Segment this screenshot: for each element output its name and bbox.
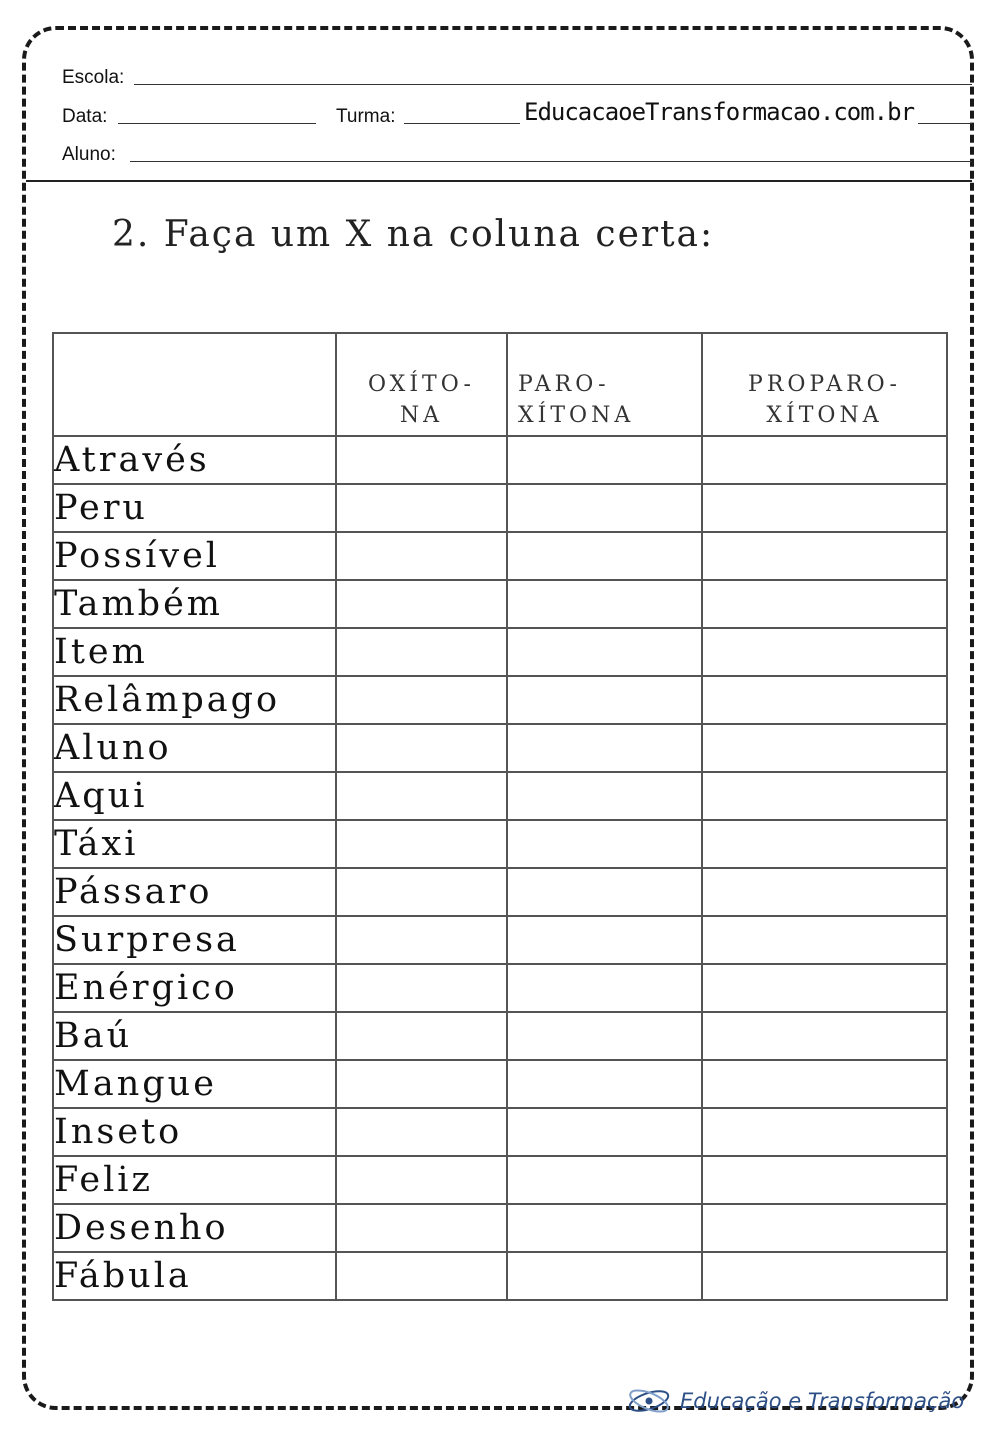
word-cell: Possível bbox=[53, 532, 336, 580]
answer-cell-oxitona[interactable] bbox=[336, 676, 507, 724]
answer-cell-paroxitona[interactable] bbox=[507, 868, 702, 916]
answer-cell-paroxitona[interactable] bbox=[507, 772, 702, 820]
word-cell: Feliz bbox=[53, 1156, 336, 1204]
header-line-2: XÍTONA bbox=[766, 403, 883, 428]
class-label: Turma: bbox=[336, 106, 396, 127]
answer-cell-proparoxitona[interactable] bbox=[702, 1012, 947, 1060]
answer-cell-proparoxitona[interactable] bbox=[702, 868, 947, 916]
school-field[interactable] bbox=[134, 84, 972, 85]
answer-cell-proparoxitona[interactable] bbox=[702, 916, 947, 964]
table-row bbox=[53, 772, 947, 820]
header-line-2: XÍTONA bbox=[518, 403, 635, 428]
student-label: Aluno: bbox=[62, 144, 116, 165]
answer-cell-paroxitona[interactable] bbox=[507, 916, 702, 964]
word-cell: Enérgico bbox=[53, 964, 336, 1012]
answer-cell-oxitona[interactable] bbox=[336, 580, 507, 628]
table-row bbox=[53, 1204, 947, 1252]
column-header-proparoxitona bbox=[702, 333, 947, 436]
answer-cell-proparoxitona[interactable] bbox=[702, 1252, 947, 1300]
header-line-1: OXÍTO- bbox=[368, 372, 475, 397]
table-row bbox=[53, 676, 947, 724]
answer-cell-proparoxitona[interactable] bbox=[702, 676, 947, 724]
answer-cell-paroxitona[interactable] bbox=[507, 724, 702, 772]
table-row bbox=[53, 484, 947, 532]
answer-cell-oxitona[interactable] bbox=[336, 628, 507, 676]
atom-orbit-icon bbox=[626, 1386, 672, 1416]
logo-text: Educação e Transformação bbox=[680, 1389, 965, 1413]
answer-cell-proparoxitona[interactable] bbox=[702, 484, 947, 532]
table-row bbox=[53, 916, 947, 964]
answer-cell-oxitona[interactable] bbox=[336, 868, 507, 916]
word-cell: Item bbox=[53, 628, 336, 676]
column-header-oxitona bbox=[336, 333, 507, 436]
header-line-2: NA bbox=[399, 403, 444, 428]
word-cell: Desenho bbox=[53, 1204, 336, 1252]
empty-header-cell bbox=[53, 333, 336, 436]
answer-cell-oxitona[interactable] bbox=[336, 1060, 507, 1108]
table-row bbox=[53, 628, 947, 676]
answer-cell-paroxitona[interactable] bbox=[507, 676, 702, 724]
answer-cell-proparoxitona[interactable] bbox=[702, 580, 947, 628]
answer-cell-paroxitona[interactable] bbox=[507, 532, 702, 580]
answer-cell-proparoxitona[interactable] bbox=[702, 1156, 947, 1204]
answer-cell-paroxitona[interactable] bbox=[507, 1204, 702, 1252]
word-cell: Inseto bbox=[53, 1108, 336, 1156]
answer-cell-proparoxitona[interactable] bbox=[702, 1060, 947, 1108]
header-line-1: PARO- bbox=[518, 372, 610, 397]
answer-cell-paroxitona[interactable] bbox=[507, 964, 702, 1012]
answer-cell-oxitona[interactable] bbox=[336, 1252, 507, 1300]
student-field[interactable] bbox=[130, 161, 972, 162]
table-row bbox=[53, 1252, 947, 1300]
answer-cell-paroxitona[interactable] bbox=[507, 1060, 702, 1108]
answer-cell-proparoxitona[interactable] bbox=[702, 724, 947, 772]
word-cell: Aqui bbox=[53, 772, 336, 820]
answer-cell-oxitona[interactable] bbox=[336, 1204, 507, 1252]
word-cell: Aluno bbox=[53, 724, 336, 772]
answer-cell-paroxitona[interactable] bbox=[507, 1012, 702, 1060]
column-header-paroxitona bbox=[507, 333, 702, 436]
word-cell: Também bbox=[53, 580, 336, 628]
answer-cell-oxitona[interactable] bbox=[336, 484, 507, 532]
answer-cell-proparoxitona[interactable] bbox=[702, 436, 947, 484]
word-cell: Pássaro bbox=[53, 868, 336, 916]
answer-cell-oxitona[interactable] bbox=[336, 532, 507, 580]
table-row bbox=[53, 1012, 947, 1060]
website-text: EducacaoeTransformacao.com.br bbox=[520, 98, 918, 126]
word-cell: Fábula bbox=[53, 1252, 336, 1300]
date-label: Data: bbox=[62, 106, 108, 127]
word-cell: Peru bbox=[53, 484, 336, 532]
school-label: Escola: bbox=[62, 67, 125, 88]
answer-cell-oxitona[interactable] bbox=[336, 1012, 507, 1060]
table-row bbox=[53, 1108, 947, 1156]
answer-cell-proparoxitona[interactable] bbox=[702, 964, 947, 1012]
date-field[interactable] bbox=[118, 123, 316, 124]
answer-cell-proparoxitona[interactable] bbox=[702, 820, 947, 868]
table-row bbox=[53, 1060, 947, 1108]
brand-logo bbox=[626, 1386, 964, 1416]
answer-cell-proparoxitona[interactable] bbox=[702, 1204, 947, 1252]
word-cell: Baú bbox=[53, 1012, 336, 1060]
answer-cell-oxitona[interactable] bbox=[336, 820, 507, 868]
answer-cell-oxitona[interactable] bbox=[336, 916, 507, 964]
answer-cell-oxitona[interactable] bbox=[336, 964, 507, 1012]
answer-cell-paroxitona[interactable] bbox=[507, 1156, 702, 1204]
table-header-row bbox=[53, 333, 947, 436]
word-cell: Através bbox=[53, 436, 336, 484]
table-row bbox=[53, 724, 947, 772]
answer-cell-paroxitona[interactable] bbox=[507, 1252, 702, 1300]
table-row bbox=[53, 436, 947, 484]
table-row bbox=[53, 1156, 947, 1204]
table-row bbox=[53, 868, 947, 916]
answer-cell-paroxitona[interactable] bbox=[507, 820, 702, 868]
answer-cell-oxitona[interactable] bbox=[336, 436, 507, 484]
answer-cell-oxitona[interactable] bbox=[336, 1108, 507, 1156]
answer-table bbox=[52, 332, 948, 1301]
word-cell: Relâmpago bbox=[53, 676, 336, 724]
answer-cell-oxitona[interactable] bbox=[336, 724, 507, 772]
word-cell: Surpresa bbox=[53, 916, 336, 964]
table-row bbox=[53, 820, 947, 868]
answer-cell-oxitona[interactable] bbox=[336, 1156, 507, 1204]
table-row bbox=[53, 532, 947, 580]
answer-cell-paroxitona[interactable] bbox=[507, 628, 702, 676]
word-cell: Mangue bbox=[53, 1060, 336, 1108]
answer-cell-paroxitona[interactable] bbox=[507, 1108, 702, 1156]
exercise-title: 2. Faça um X na coluna certa: bbox=[112, 214, 715, 255]
answer-cell-proparoxitona[interactable] bbox=[702, 772, 947, 820]
word-cell: Táxi bbox=[53, 820, 336, 868]
answer-cell-paroxitona[interactable] bbox=[507, 580, 702, 628]
header-line-1: PROPARO- bbox=[748, 372, 901, 397]
answer-cell-proparoxitona[interactable] bbox=[702, 1108, 947, 1156]
answer-cell-proparoxitona[interactable] bbox=[702, 628, 947, 676]
header-divider bbox=[26, 180, 972, 182]
answer-cell-paroxitona[interactable] bbox=[507, 436, 702, 484]
table-row bbox=[53, 580, 947, 628]
answer-cell-oxitona[interactable] bbox=[336, 772, 507, 820]
answer-cell-proparoxitona[interactable] bbox=[702, 532, 947, 580]
answer-cell-paroxitona[interactable] bbox=[507, 484, 702, 532]
table-row bbox=[53, 964, 947, 1012]
